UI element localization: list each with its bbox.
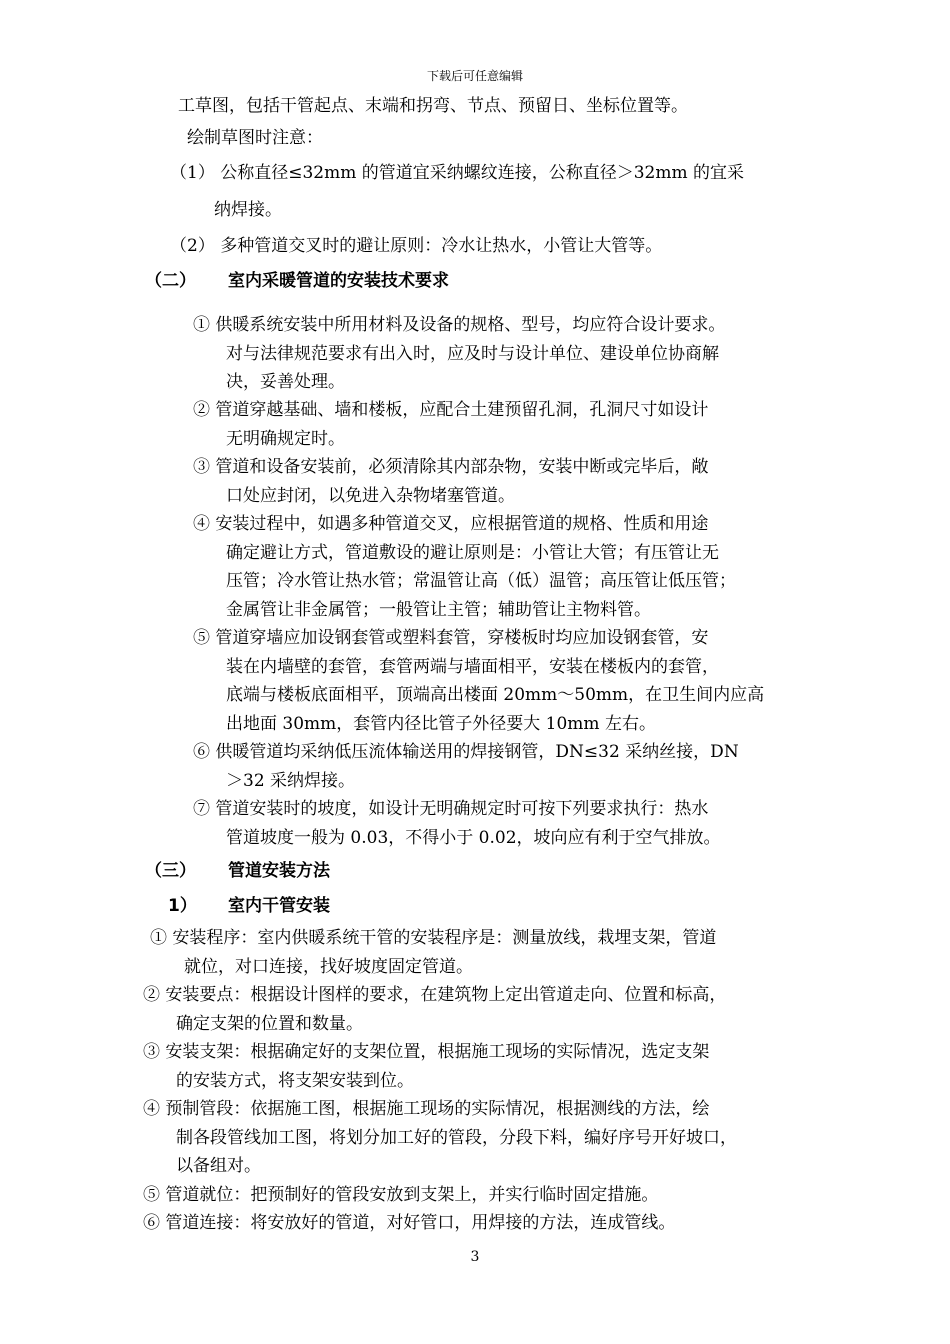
list-item: ① 安装程序：室内供暖系统干管的安装程序是：测量放线，栽埋支架，管道: [150, 928, 717, 948]
list-item: 管道坡度一般为 0.03，不得小于 0.02，坡向应有利于空气排放。: [226, 828, 721, 848]
list-item: 出地面 30mm，套管内径比管子外径要大 10mm 左右。: [226, 714, 656, 734]
list-item: 口处应封闭，以免进入杂物堵塞管道。: [226, 486, 515, 506]
list-item: 制各段管线加工图，将划分加工好的管段，分段下料，编好序号开好坡口，: [176, 1128, 737, 1148]
list-item: 底端与楼板底面相平，顶端高出楼面 20mm～50mm，在卫生间内应高: [226, 685, 765, 705]
list-item: ⑥ 供暖管道均采纳低压流体输送用的焊接钢管，DN≤32 采纳丝接，DN: [193, 742, 739, 762]
list-item: ② 管道穿越基础、墙和楼板，应配合土建预留孔洞，孔洞尺寸如设计: [193, 400, 709, 420]
text-line: 绘制草图时注意：: [187, 128, 323, 148]
list-item: 就位，对口连接，找好坡度固定管道。: [184, 957, 473, 977]
list-item: 确定支架的位置和数量。: [176, 1014, 363, 1034]
list-item: 对与法律规范要求有出入时，应及时与设计单位、建设单位协商解: [226, 344, 719, 364]
text-line: （2） 多种管道交叉时的避让原则：冷水让热水，小管让大管等。: [170, 236, 663, 256]
list-item: ② 安装要点：根据设计图样的要求，在建筑物上定出管道走向、位置和标高，: [143, 985, 727, 1005]
list-item: ⑦ 管道安装时的坡度，如设计无明确规定时可按下列要求执行：热水: [193, 799, 709, 819]
list-item: 决，妥善处理。: [226, 372, 345, 392]
list-item: ④ 预制管段：依据施工图，根据施工现场的实际情况，根据测线的方法，绘: [143, 1099, 710, 1119]
section-title: 室内采暖管道的安装技术要求: [228, 271, 449, 291]
list-item: ⑤ 管道穿墙应加设钢套管或塑料套管，穿楼板时均应加设钢套管，安: [193, 628, 709, 648]
section-title: 管道安装方法: [228, 861, 330, 881]
list-item: ④ 安装过程中，如遇多种管道交叉，应根据管道的规格、性质和用途: [193, 514, 709, 534]
list-item: 确定避让方式，管道敷设的避让原则是：小管让大管；有压管让无: [226, 543, 719, 563]
list-item: ③ 安装支架：根据确定好的支架位置，根据施工现场的实际情况，选定支架: [143, 1042, 710, 1062]
list-item: 金属管让非金属管；一般管让主管；辅助管让主物料管。: [226, 600, 651, 620]
list-item: ＞32 采纳焊接。: [226, 771, 356, 791]
text-line: （1） 公称直径≤32mm 的管道宜采纳螺纹连接，公称直径＞32mm 的宜采: [170, 163, 745, 183]
list-item: 无明确规定时。: [226, 429, 345, 449]
subsection-number: 1）: [168, 896, 197, 916]
list-item: ⑥ 管道连接：将安放好的管道，对好管口，用焊接的方法，连成管线。: [143, 1213, 676, 1233]
list-item: ① 供暖系统安装中所用材料及设备的规格、型号，均应符合设计要求。: [193, 315, 726, 335]
section-number: （二）: [145, 271, 196, 291]
list-item: 压管；冷水管让热水管；常温管让高（低）温管；高压管让低压管；: [226, 571, 736, 591]
page-number: 3: [470, 1249, 480, 1265]
header-note: 下载后可任意编辑: [426, 69, 523, 83]
list-item: 装在内墙壁的套管，套管两端与墙面相平，安装在楼板内的套管，: [226, 657, 719, 677]
text-line: 纳焊接。: [214, 200, 282, 220]
text-line: 工草图，包括干管起点、末端和拐弯、节点、预留日、坐标位置等。: [178, 96, 688, 116]
subsection-title: 室内干管安装: [228, 896, 330, 916]
list-item: ⑤ 管道就位：把预制好的管段安放到支架上，并实行临时固定措施。: [143, 1185, 659, 1205]
list-item: ③ 管道和设备安装前，必须清除其内部杂物，安装中断或完毕后，敞: [193, 457, 709, 477]
list-item: 以备组对。: [176, 1156, 261, 1176]
section-number: （三）: [145, 861, 196, 881]
list-item: 的安装方式，将支架安装到位。: [176, 1071, 414, 1091]
